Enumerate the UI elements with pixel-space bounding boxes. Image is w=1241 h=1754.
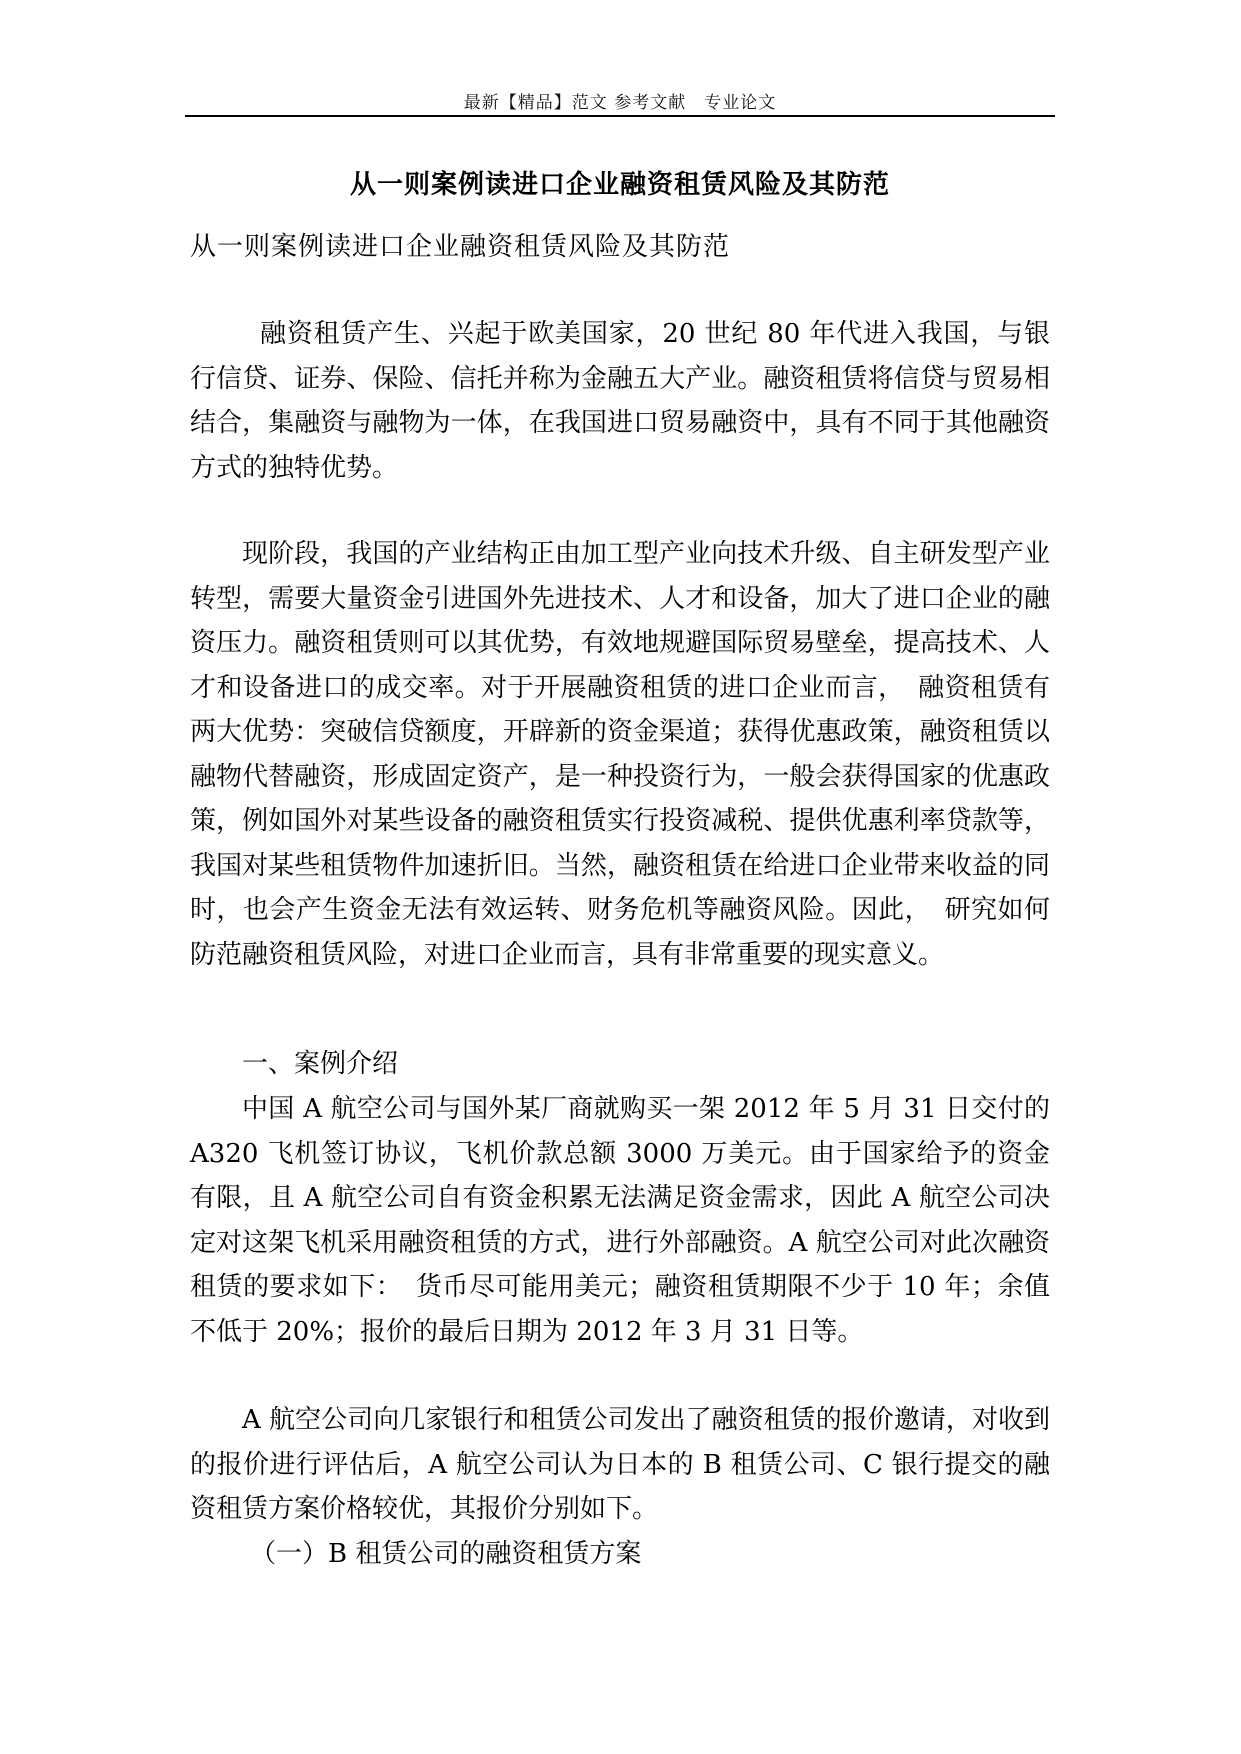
document-title: 从一则案例读进口企业融资租赁风险及其防范 bbox=[349, 170, 890, 200]
page-header-text: 最新【精品】范文 参考文献 专业论文 bbox=[463, 93, 777, 113]
paragraph-intro: 融资租赁产生、兴起于欧美国家，20 世纪 80 年代进入我国，与银行信贷、证券、保险、信托并称为金融五大产业。融资租赁将信贷与贸易相结合，集融资与融物为一体，在我国进口贸易融资中，具有不同于其他融资方式的独特优势。 bbox=[190, 319, 1050, 483]
paragraph-quotes: A 航空公司向几家银行和租赁公司发出了融资租赁的报价邀请，对收到的报价进行评估后，A 航空公司认为日本的 B 租赁公司、C 银行提交的融资租赁方案价格较优，其报价分别如下。 bbox=[190, 1405, 1050, 1524]
page-header-rule bbox=[185, 115, 1055, 117]
subsection-heading-b-lease: （一）B 租赁公司的融资租赁方案 bbox=[250, 1539, 642, 1569]
document-subtitle: 从一则案例读进口企业融资租赁风险及其防范 bbox=[190, 232, 731, 262]
section-heading-case-intro: 一、案例介绍 bbox=[242, 1049, 399, 1079]
paragraph-background: 现阶段，我国的产业结构正由加工型产业向技术升级、自主研发型产业转型，需要大量资金引进国外先进技术、人才和设备，加大了进口企业的融资压力。融资租赁则可以其优势，有效地规避国际贸易壁垒，提高技术、人才和设备进口的成交率。对于开展融资租赁的进口企业而言， 融资租赁有两大优势：突破信贷额度，开辟新的资金渠道；获得优惠政策，融资租赁以融物代替融资，形成固定资产，是一种投资行为，一般会获得国家的优惠政策，例如国外对某些设备的融资租赁实行投资减税、提供优惠利率贷款等，我国对某些租赁物件加速折旧。当然，融资租赁在给进口企业带来收益的同时，也会产生资金无法有效运转、财务危机等融资风险。因此， 研究如何防范融资租赁风险，对进口企业而言，具有非常重要的现实意义。 bbox=[190, 539, 1050, 970]
paragraph-case-details: 中国 A 航空公司与国外某厂商就购买一架 2012 年 5 月 31 日交付的 A320 飞机签订协议，飞机价款总额 3000 万美元。由于国家给予的资金有限，且 A 航空公司自有资金积累无法满足资金需求，因此 A 航空公司决定对这架飞机采用融资租赁的方式，进行外部融资。A 航空公司对此次融资租赁的要求如下： 货币尽可能用美元；融资租赁期限不少于 10 年；余值不低于 20%；报价的最后日期为 2012 年 3 月 31 日等。 bbox=[190, 1094, 1050, 1347]
